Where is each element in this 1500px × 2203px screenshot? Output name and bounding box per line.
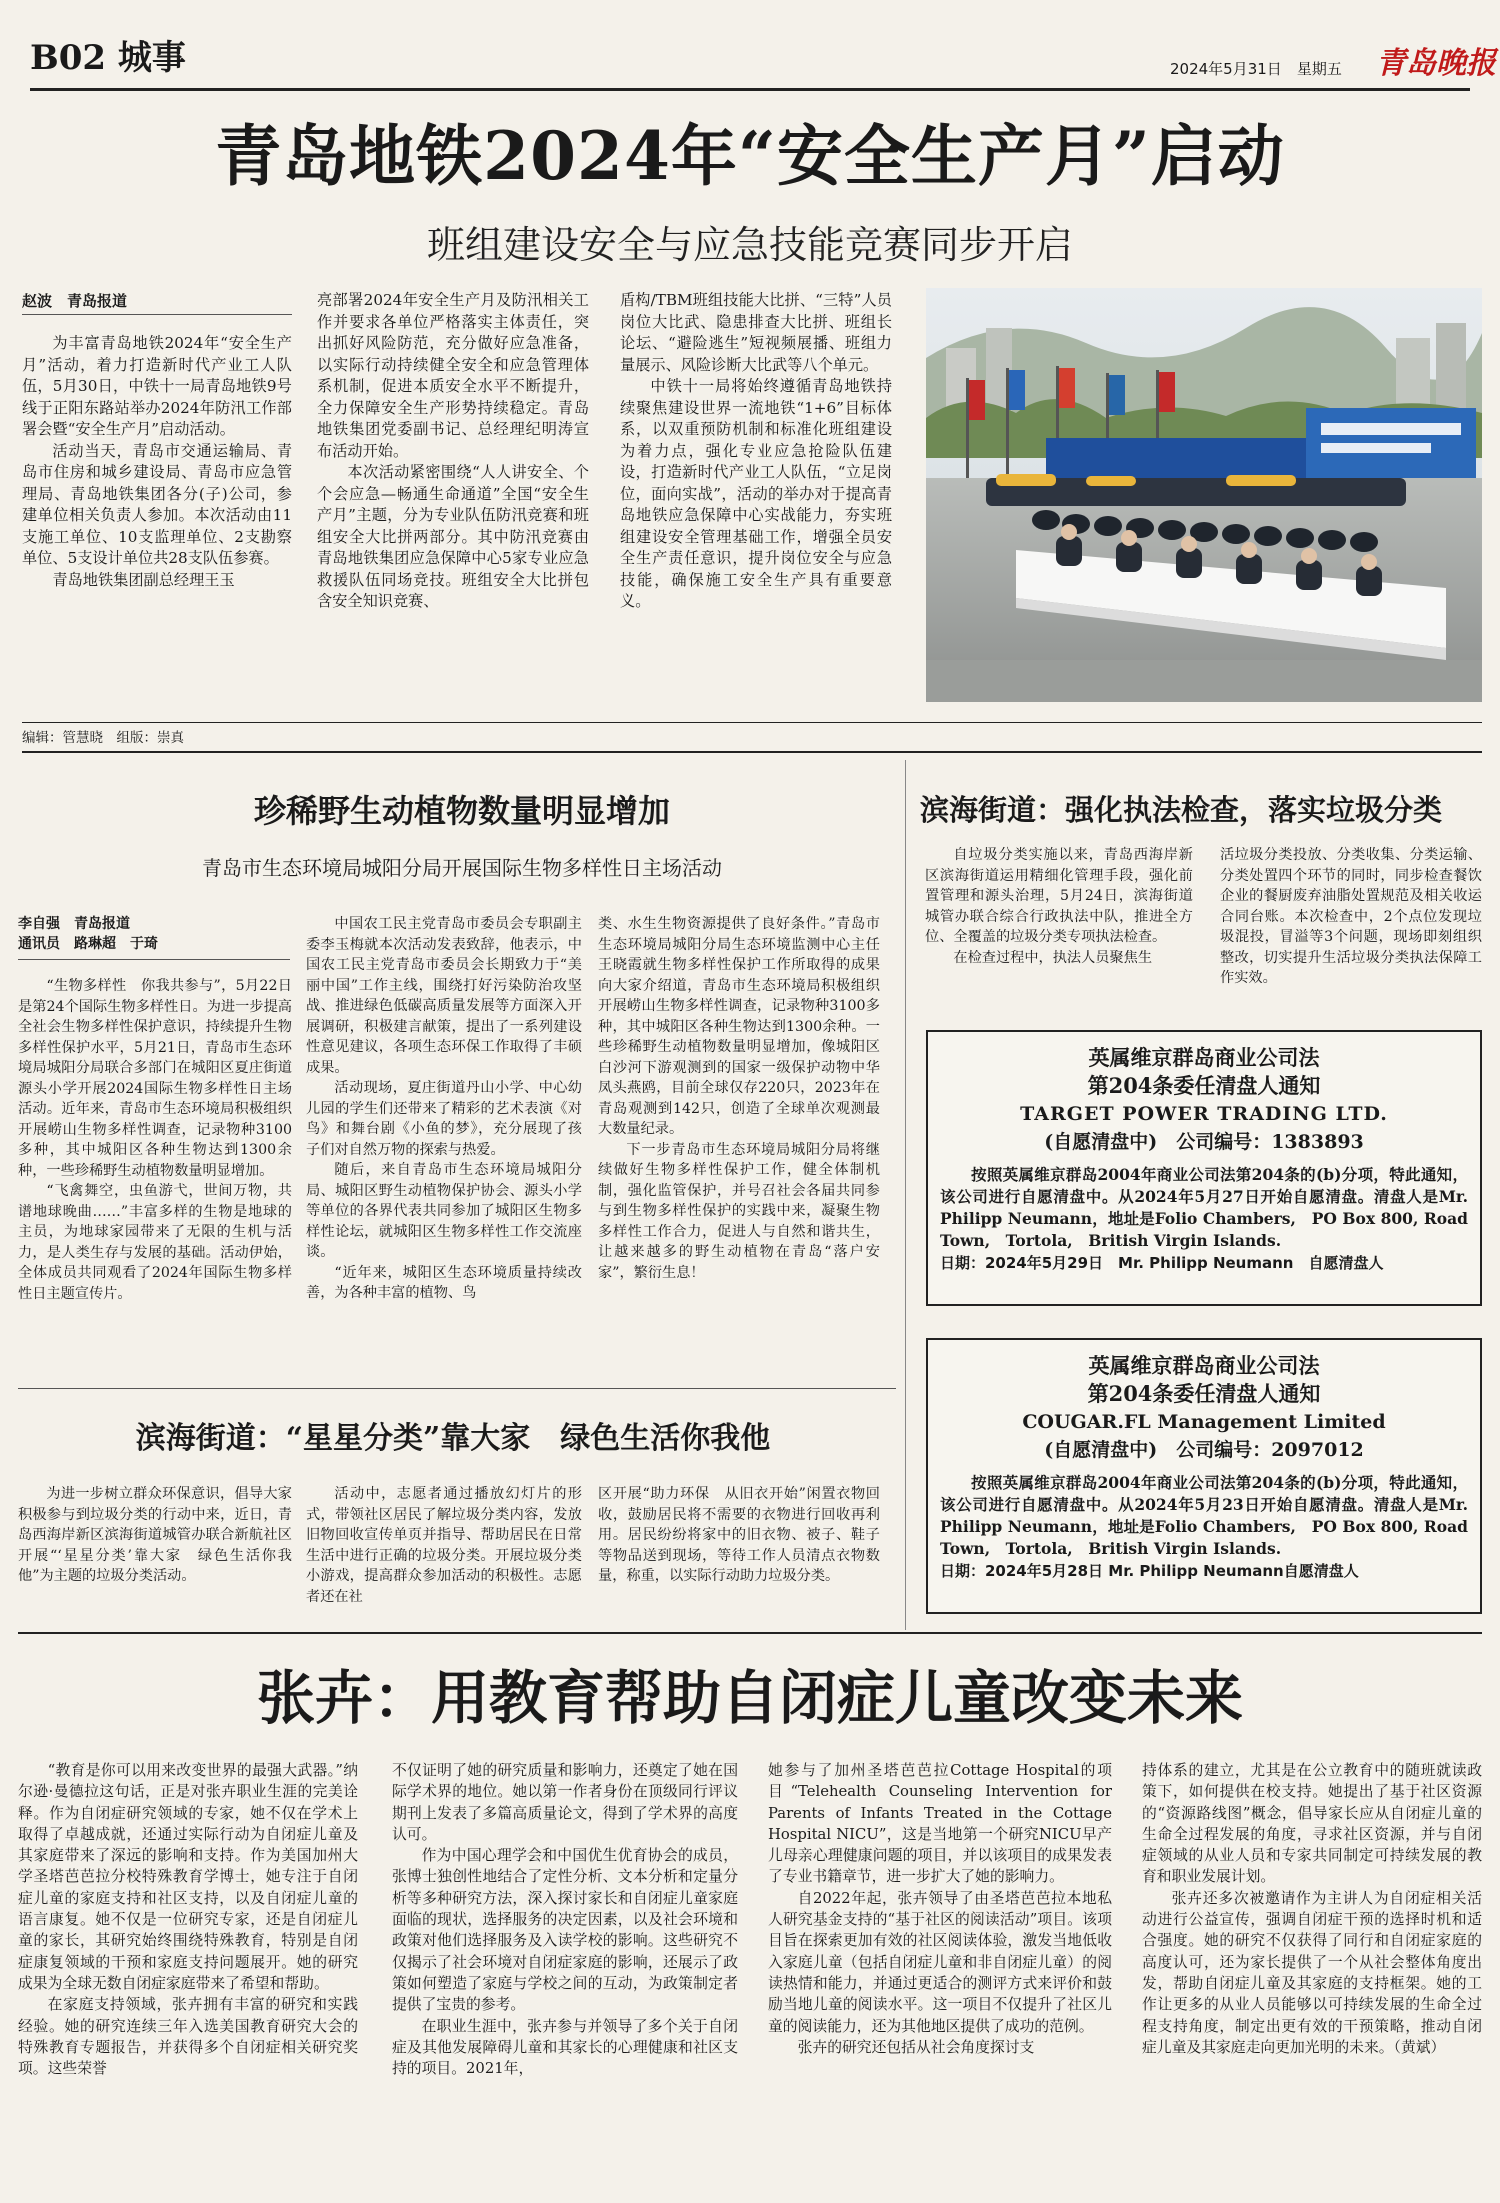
story5-col3 [768,1760,1112,2180]
story4-title: 滨海街道：“星星分类”靠大家 绿色生活你我他 [135,1421,771,1456]
notice-title: 英属维京群岛商业公司法 [1088,1353,1320,1378]
story5-paragraph: 张卉的研究还包括从社会角度探讨支 [797,2038,1035,2056]
story1-paragraph: 青岛地铁集团副总经理王玉 [52,570,235,589]
story3-paragraph: 在检查过程中，执法人员聚焦生 [953,949,1153,966]
notice-company-no: (自愿清盘中) 公司编号：1383893 [1044,1131,1364,1153]
story2-paragraph: “飞禽舞空，虫鱼游弋，世间万物，共谱地球晚曲……”丰富多样的生物是地球的主员，为地球家园带来了无限的生机与活力，是人类生存与发展的基础。活动伊始，全体成员共同观看了2024年国际生物多样性日主题宣传片。 [18,1183,292,1302]
story2-paragraph: “生物多样性 你我共参与”，5月22日是第24个国际生物多样性日。为进一步提高全社会生物多样性保护意识，持续提升生物多样性保护水平，5月21日，青岛市生态环境局城阳分局联合多部门在城阳区夏庄街道源头小学开展2024国际生物多样性日主场活动。近年来，青岛市生态环境局积极组织开展崂山生物多样性调查，记录物种3100多种，其中城阳区各种生物达到1300余种，一些珍稀野生动植物数量明显增加。 [18,978,292,1179]
story1-col2 [317,290,589,713]
editor-credit: 编辑：管慧晓 组版：崇真 [22,730,184,746]
date-text: 2024年5月31日 [1170,60,1282,78]
story1-subtitle: 班组建设安全与应急技能竞赛同步开启 [426,223,1073,267]
notice-title: 英属维京群岛商业公司法 [1088,1045,1320,1070]
notice-company: TARGET POWER TRADING LTD. [1020,1103,1388,1125]
story3-paragraph: 活垃圾分类投放、分类收集、分类运输、分类处置四个环节的同时，同步检查餐饮企业的餐厨废弃油脂处置规范及相关收运合同台账。本次检查中，2个点位发现垃圾混投，冒溢等3个问题，现场即刻组织整改，切实提升生活垃圾分类执法保障工作实效。 [1220,847,1482,986]
story4-col1 [18,1484,292,1624]
story2-title: 珍稀野生动植物数量明显增加 [253,792,670,830]
notice-company: COUGAR.FL Management Limited [1022,1411,1386,1433]
story2-col3 [598,914,880,1380]
notice-body-text: 按照英属维京群岛2004年商业公司法第204条的(b)分项，特此通知，该公司进行自愿清盘中。从2024年5月27日开始自愿清盘。清盘人是Mr. Philipp Neumann，地址是Folio Chambers, PO Box 800, Road Town, Tortola, British Virgin Islands. [940,1165,1468,1250]
story2-paragraph: “近年来，城阳区生态环境质量持续改善，为各种丰富的植物、鸟 [306,1264,582,1301]
story5-paragraph: “教育是你可以用来改变世界的最强大武器。”纳尔逊·曼德拉这句话，正是对张卉职业生涯的完美诠释。作为自闭症研究领域的专家，她不仅在学术上取得了卓越成就，还通过实际行动为自闭症儿童及其家庭带来了深远的影响和支持。作为美国加州大学圣塔芭芭拉分校特殊教育学博士，她专注于自闭症儿童的家庭支持和社区支持，以及自闭症儿童的语言康复。她不仅是一位研究专家，还是自闭症儿童的家长，其研究始终围绕特殊教育，特别是自闭症康复领域的干预和家庭支持问题展开。她的研究成果为全球无数自闭症家庭带来了希望和帮助。 [18,1762,358,1992]
story5-col4 [1142,1760,1482,2180]
paper-logo [1376,46,1496,82]
notice-body-text: 按照英属维京群岛2004年商业公司法第204条的(b)分项，特此通知，该公司进行自愿清盘中。从2024年5月23日开始自愿清盘。清盘人是Mr. Philipp Neumann，地址是Folio Chambers, PO Box 800, Road Town, Tortola, British Virgin Islands. [940,1473,1468,1558]
story1-paragraph: 本次活动紧密围绕“人人讲安全、个个会应急—畅通生命通道”全国“安全生产月”主题，分为专业队伍防汛竞赛和班组安全大比拼两部分。其中防汛竞赛由青岛地铁集团应急保障中心5家专业应急救援队伍同场竞技。班组安全大比拼包含安全知识竞赛、 [317,463,589,610]
story1-title: 青岛地铁2024年“安全生产月”启动 [215,117,1285,195]
story1-bottom-rule [22,722,1482,723]
story5-top-rule [18,1632,1482,1634]
story2-byline-rule [18,959,290,960]
story5-paragraph: 在家庭支持领域，张卉拥有丰富的研究和实践经验。她的研究连续三年入选美国教育研究大会的特殊教育专题报告，并获得多个自闭症相关研究奖项。这些荣誉 [18,1996,358,2078]
notice-date: 日期：2024年5月29日 Mr. Philipp Neumann 自愿清盘人 [940,1254,1384,1272]
story2-col1 [18,976,292,1376]
story2-byline1: 李自强 青岛报道 [18,916,130,932]
story1-photo [926,288,1482,702]
story1-paragraph: 为丰富青岛地铁2024年“安全生产月”活动，着力打造新时代产业工人队伍，5月30日，中铁十一局青岛地铁9号线于正阳东路站举办2024年防汛工作部署会暨“安全生产月”启动活动。 [22,334,292,438]
story1-paragraph: 活动当天，青岛市交通运输局、青岛市住房和城乡建设局、青岛市应急管理局、青岛地铁集团各分(子)公司，参建单位相关负责人参加。本次活动由11支施工单位、10支监理单位、2支勘察单位、5支设计单位共28支队伍参赛。 [22,441,292,567]
story4-paragraph: 区开展“助力环保 从旧衣开始”闲置衣物回收，鼓励居民将不需要的衣物进行回收再利用。居民纷纷将家中的旧衣物、被子、鞋子等物品送到现场，等待工作人员清点衣物数量，称重，以实际行动助力垃圾分类。 [598,1486,880,1584]
notice-title: 第204条委任清盘人通知 [1087,1073,1321,1098]
story4-top-rule [18,1388,896,1389]
story1-col3 [620,290,892,713]
story5-col2 [392,1760,738,2180]
weekday-text: 星期五 [1296,60,1342,78]
story5-col1 [18,1760,358,2180]
story5-paragraph: 张卉还多次被邀请作为主讲人为自闭症相关活动进行公益宣传，强调自闭症干预的选择时机和适合强度。她的研究不仅获得了同行和自闭症家庭的高度认可，还为家长提供了一个从社会整体角度出发，帮助自闭症儿童及其家庭的支持框架。她的工作让更多的从业人员能够以可持续发展的生命全过程支持角度，制定出更有效的干预策略，推动自闭症儿童及其家庭走向更加光明的未来。（黄斌） [1142,1889,1482,2056]
story2-paragraph: 下一步青岛市生态环境局城阳分局将继续做好生物多样性保护工作，健全体制机制，强化监管保护，并号召社会各届共同参与到生物多样性保护的实践中来，凝聚生物多样性工作合力，促进人与自然和谐共生，让越来越多的野生动植物在青岛“落户安家”，繁衍生息！ [598,1141,880,1281]
masthead-rule [30,88,1470,91]
section-header [30,38,186,78]
notice-company-no: (自愿清盘中) 公司编号：2097012 [1044,1439,1364,1461]
story1-paragraph: 中铁十一局将始终遵循青岛地铁持续聚焦建设世界一流地铁“1+6”目标体系，以双重预防机制和标准化班组建设为着力点，强化专业应急抢险队伍建设，打造新时代产业工人队伍，“立足岗位，面向实战”，活动的举办对于提高青岛地铁应急保障中心实战能力，夯实班组建设安全管理基础工作，增强全员安全生产责任意识，提升岗位安全与应急技能，确保施工安全生产具有重要意义。 [620,377,892,610]
story3-title: 滨海街道：强化执法检查，落实垃圾分类 [920,793,1443,827]
story2-subtitle: 青岛市生态环境局城阳分局开展国际生物多样性日主场活动 [202,856,722,880]
issue-date [1170,58,1342,79]
notice-body [928,1164,1480,1252]
section-label: B02 城事 [30,38,186,78]
story2-paragraph: 中国农工民主党青岛市委员会专职副主委李玉梅就本次活动发表致辞，他表示，中国农工民主党青岛市委员会长期致力于“美丽中国”工作主线，围绕打好污染防治攻坚战、推进绿色低碳高质量发展等方面深入开展调研，积极建言献策，提出了一系列建设性意见建议，各项生态环保工作取得了丰硕成果。 [306,916,582,1076]
liquidation-notice-1 [926,1030,1482,1306]
story4-col3 [598,1484,880,1624]
story5-paragraph: 在职业生涯中，张卉参与并领导了多个关于自闭症及其他发展障碍儿童和其家长的心理健康和社区支持的项目。2021年， [392,2017,738,2078]
story3-col1 [925,845,1193,1031]
story1-paragraph: 亮部署2024年安全生产月及防汛相关工作并要求各单位严格落实主体责任，突出抓好风险防范，充分做好应急准备，以实际行动持续健全安全和应急管理体系机制，促进本质安全水平不断提升，全力保障安全生产形势持续稳定。青岛地铁集团党委副书记、总经理纪明涛宣布活动开始。 [317,291,589,460]
liquidation-notice-2 [926,1338,1482,1614]
story5-paragraph: 作为中国心理学会和中国优生优育协会的成员，张博士独创性地结合了定性分析、文本分析和定量分析等多种研究方法，深入探讨家长和自闭症儿童家庭面临的现状，选择服务的决定因素，以及社会环境和政策对他们选择服务及入读学校的影响。这些研究不仅揭示了社会环境对自闭症家庭的影响，还展示了政策如何塑造了家庭与学校之间的互动，为政策制定者提供了宝贵的参考。 [392,1847,738,2014]
notice-date: 日期：2024年5月28日 Mr. Philipp Neumann自愿清盘人 [940,1562,1359,1580]
story2-byline2: 通讯员 路琳超 于琦 [18,936,158,952]
story2-paragraph: 随后，来自青岛市生态环境局城阳分局、城阳区野生动植物保护协会、源头小学等单位的各界代表共同参加了城阳区生物多样性论坛，就城阳区生物多样性工作交流座谈。 [306,1162,582,1260]
notice-body [928,1472,1480,1560]
story1-byline: 赵波 青岛报道 [22,292,128,310]
story5-paragraph: 自2022年起，张卉领导了由圣塔芭芭拉本地私人研究基金支持的“基于社区的阅读活动”项目。该项目旨在探索更加有效的社区阅读体验，激发当地低收入家庭儿童（包括自闭症儿童和非自闭症儿童）的阅读热情和能力，并通过更适合的测评方式来评价和鼓励当地儿童的阅读水平。这一项目不仅提升了社区儿童的阅读能力，还为其他地区提供了成功的范例。 [768,1889,1112,2035]
column-divider [905,760,906,1630]
story3-paragraph: 自垃圾分类实施以来，青岛西海岸新区滨海街道运用精细化管理手段，强化前置管理和源头治理，5月24日，滨海街道城管办联合综合行政执法中队，推进全方位、全覆盖的垃圾分类专项执法检查。 [925,847,1193,945]
ceremony-photo-image [926,288,1482,702]
story1-paragraph: 盾构/TBM班组技能大比拼、“三特”人员岗位大比武、隐患排查大比拼、班组长论坛、“避险逃生”短视频展播、班组力量展示、风险诊断大比武等八个单元。 [620,291,892,374]
story5-paragraph: 她参与了加州圣塔芭芭拉Cottage Hospital的项目“Telehealth Counseling Intervention for Parents of Infants Treated in the Cottage Hospital NICU”，这是当地第一个研究NICU早产儿母亲心理健康问题的项目，并以该项目的成果发表了专业书籍章节，进一步扩大了她的影响力。 [768,1762,1112,1886]
story4-paragraph: 为进一步树立群众环保意识，倡导大家积极参与到垃圾分类的行动中来，近日，青岛西海岸新区滨海街道城管办联合新航社区开展“‘星星分类’靠大家 绿色生活你我他”为主题的垃圾分类活动。 [18,1486,292,1584]
story1-col1 [22,333,292,713]
story4-col2 [306,1484,582,1624]
story3-col2 [1220,845,1482,1031]
story5-paragraph: 持体系的建立，尤其是在公立教育中的随班就读政策下，如何提供在校支持。她提出了基于社区资源的“资源路线图”概念，倡导家长应从自闭症儿童的生命全过程发展的角度，寻求社区资源，并与自闭症领域的从业人员和专家共同制定可持续发展的教育和职业发展计划。 [1142,1762,1482,1886]
paper-name: 青岛晚报 [1376,46,1496,81]
story4-paragraph: 活动中，志愿者通过播放幻灯片的形式，带领社区居民了解垃圾分类内容，发放旧物回收宣传单页并指导、帮助居民在日常生活中进行正确的垃圾分类。开展垃圾分类小游戏，提高群众参加活动的积极性。志愿者还在社 [306,1486,582,1605]
notice-title: 第204条委任清盘人通知 [1087,1381,1321,1406]
story2-paragraph: 活动现场，夏庄街道丹山小学、中心幼儿园的学生们还带来了精彩的艺术表演《对鸟》和舞台剧《小鱼的梦》，充分展现了孩子们对自然万物的探索与热爱。 [306,1080,582,1158]
story2-paragraph: 类、水生生物资源提供了良好条件。”青岛市生态环境局城阳分局生态环境监测中心主任王晓霞就生物多样性保护工作所取得的成果向大家介绍道，青岛市生态环境局积极组织开展崂山生物多样性调查，记录物种3100多种，其中城阳区各种生物达到1300余种。一些珍稀野生动植物数量明显增加，像城阳区白沙河下游观测到的国家一级保护动物中华凤头燕鸥，目前全球仅存220只，2023年在青岛观测到142只，创造了全球单次观测最大数量纪录。 [598,916,880,1137]
story5-title: 张卉：用教育帮助自闭症儿童改变未来 [256,1664,1243,1732]
story5-paragraph: 不仅证明了她的研究质量和影响力，还奠定了她在国际学术界的地位。她以第一作者身份在顶级同行评议期刊上发表了多篇高质量论文，得到了学术界的高度认可。 [392,1762,738,1843]
story1-byline-rule [22,314,292,315]
editor-rule [22,751,1482,753]
story2-col2 [306,914,582,1380]
